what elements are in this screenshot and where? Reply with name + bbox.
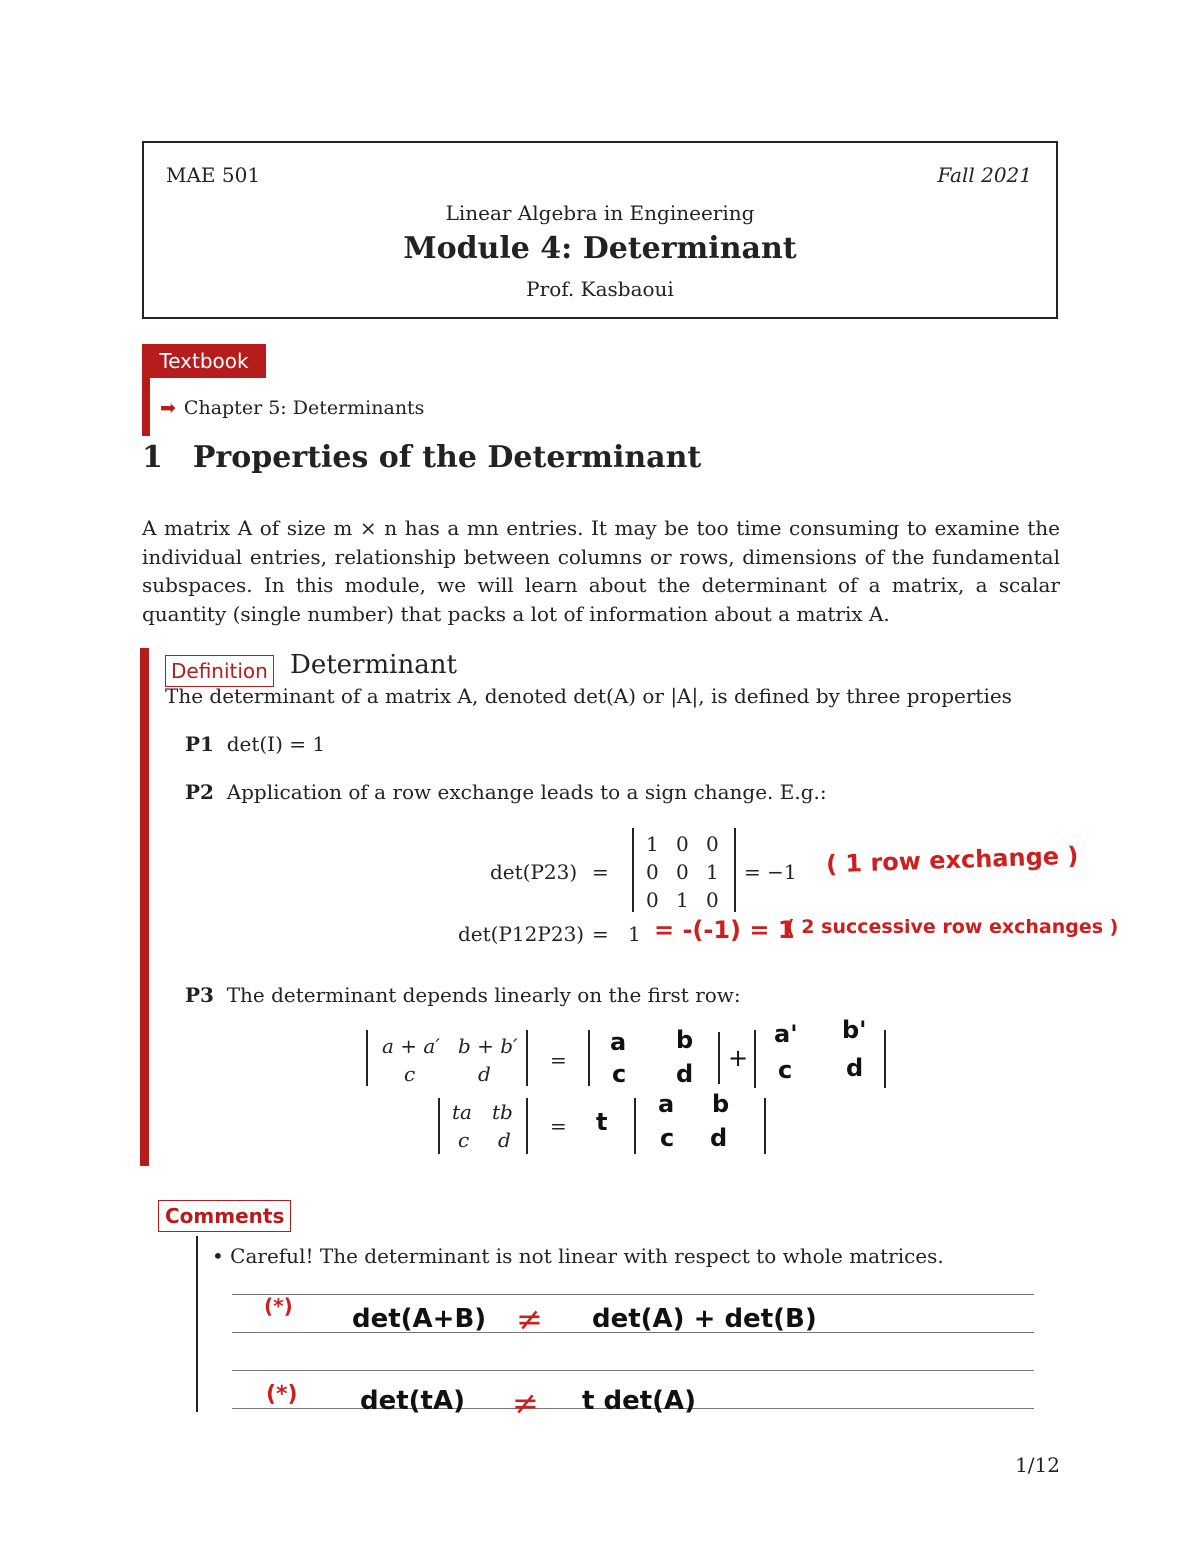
lin2-m-bar-l [634, 1098, 636, 1154]
eq1-rhs: = −1 [744, 860, 797, 884]
lin1-m1-11: d [676, 1060, 694, 1088]
ruled-line-3 [232, 1370, 1034, 1371]
lin2-m-01: b [712, 1090, 730, 1118]
expr-det-sum-right: det(A) + det(B) [592, 1304, 817, 1334]
definition-tag: Definition [165, 655, 274, 687]
property-1-label: P1 [185, 732, 214, 756]
eq1-m-1-1: 0 [676, 860, 689, 884]
eq2-equals: = [592, 922, 609, 946]
textbook-tag: Textbook [142, 344, 266, 378]
lin1-a10: c [404, 1062, 416, 1086]
lin1-m2-00: a' [774, 1020, 798, 1048]
eq2-rhs: 1 [628, 922, 641, 946]
eq1-equals: = [592, 860, 609, 884]
lin2-left-bar-r [526, 1098, 528, 1154]
eq1-lhs: det(P23) [490, 860, 578, 884]
lin1-a11: d [478, 1062, 491, 1086]
bullet-icon: • [212, 1244, 224, 1268]
textbook-bar [142, 378, 150, 436]
comments-tag: Comments [158, 1200, 291, 1232]
property-1 [185, 732, 325, 756]
lin2-a01: tb [492, 1100, 513, 1124]
definition-bar [140, 648, 149, 1166]
property-3 [185, 983, 741, 1007]
neq-sign-1: ≠ [516, 1300, 543, 1338]
lin2-m-00: a [658, 1090, 675, 1118]
section-heading [142, 440, 701, 475]
lin1-m2-11: d [846, 1054, 864, 1082]
eq1-m-0-2: 0 [706, 832, 719, 856]
lin1-m2-01: b' [842, 1016, 867, 1044]
neq-sign-2: ≠ [512, 1384, 539, 1422]
ruled-line-1 [232, 1294, 1034, 1295]
note-row-exchange: ( 1 row exchange ) [825, 841, 1079, 879]
eq1-m-1-0: 0 [646, 860, 659, 884]
lin2-equals: = [550, 1114, 567, 1138]
lin2-a10: c [458, 1128, 470, 1152]
section-number: 1 [142, 440, 163, 475]
lin1-m1-00: a [610, 1028, 627, 1056]
mark-star-2: (*) [266, 1382, 298, 1407]
eq1-m-2-0: 0 [646, 888, 659, 912]
lin2-scalar: t [596, 1108, 608, 1136]
term: Fall 2021 [937, 163, 1032, 187]
definition-intro: The determinant of a matrix A, denoted det(A) or |A|, is defined by three properties [165, 684, 1012, 708]
module-title: Module 4: Determinant [403, 231, 797, 266]
comments-bar [196, 1236, 198, 1412]
lin2-a00: ta [452, 1100, 472, 1124]
lin1-m1-10: c [612, 1060, 627, 1088]
chapter-reference [160, 397, 424, 419]
lin1-a00: a + a′ [382, 1034, 440, 1058]
intro-paragraph: A matrix A of size m × n has a mn entries. It may be too time consuming to examine the individual entries, relationship between columns or rows, dimensions of the fundamental subspaces. In this module, we will learn about the determinant of a matrix, a scalar quantity (single number) that packs a lot of information about a matrix A. [142, 516, 1060, 626]
eq1-m-1-2: 1 [706, 860, 719, 884]
definition-title: Determinant [290, 650, 457, 680]
eq1-matrix-left-bar [632, 828, 634, 912]
lin1-m2-bar-r [884, 1030, 886, 1088]
property-2-label: P2 [185, 780, 214, 804]
lin1-left-bar-l [366, 1030, 368, 1086]
lin1-plus: + [728, 1044, 749, 1072]
comment-text: Careful! The determinant is not linear with respect to whole matrices. [230, 1244, 944, 1268]
section-title: Properties of the Determinant [192, 440, 702, 475]
eq1-m-2-2: 0 [706, 888, 719, 912]
lin1-m2-10: c [778, 1056, 793, 1084]
expr-det-sum: det(A+B) [352, 1304, 487, 1334]
chapter-text: Chapter 5: Determinants [183, 397, 425, 419]
instructor: Prof. Kasbaoui [526, 277, 674, 301]
comment-bullet [212, 1244, 944, 1268]
note-minus-minus: = -(-1) = 1 [654, 916, 795, 944]
property-2-text: Application of a row exchange leads to a sign change. E.g.: [226, 780, 827, 804]
lin2-left-bar-l [438, 1098, 440, 1154]
eq1-m-0-0: 1 [646, 832, 659, 856]
property-3-text: The determinant depends linearly on the first row: [226, 983, 741, 1007]
lin2-m-10: c [660, 1124, 675, 1152]
page-number: 1/12 [1015, 1453, 1060, 1477]
eq2-lhs: det(P12P23) [458, 922, 585, 946]
eq1-m-2-1: 1 [676, 888, 689, 912]
lin2-a11: d [498, 1128, 511, 1152]
mark-star-1: (*) [264, 1294, 293, 1318]
eq1-matrix-right-bar [734, 828, 736, 912]
note-successive: ( 2 successive row exchanges ) [786, 916, 1119, 938]
course-name: Linear Algebra in Engineering [445, 201, 755, 225]
lin1-left-bar-r [526, 1030, 528, 1086]
lin1-m1-bar-l [588, 1030, 590, 1086]
property-1-text: det(I) = 1 [226, 732, 326, 756]
course-code: MAE 501 [166, 163, 261, 187]
lin1-a01: b + b′ [458, 1034, 518, 1058]
lin2-m-11: d [710, 1124, 728, 1152]
arrow-right-icon: ➡ [160, 397, 176, 419]
property-2 [185, 780, 827, 804]
header-box [142, 141, 1058, 319]
lin1-m1-bar-r [718, 1032, 720, 1084]
eq1-m-0-1: 0 [676, 832, 689, 856]
lin2-m-bar-r [764, 1098, 766, 1154]
expr-det-scalar-right: t det(A) [582, 1386, 697, 1416]
lin1-m1-01: b [676, 1026, 694, 1054]
property-3-label: P3 [185, 983, 214, 1007]
lin1-m2-bar-l [754, 1030, 756, 1088]
lin1-equals: = [550, 1048, 567, 1072]
expr-det-scalar: det(tA) [360, 1386, 465, 1416]
